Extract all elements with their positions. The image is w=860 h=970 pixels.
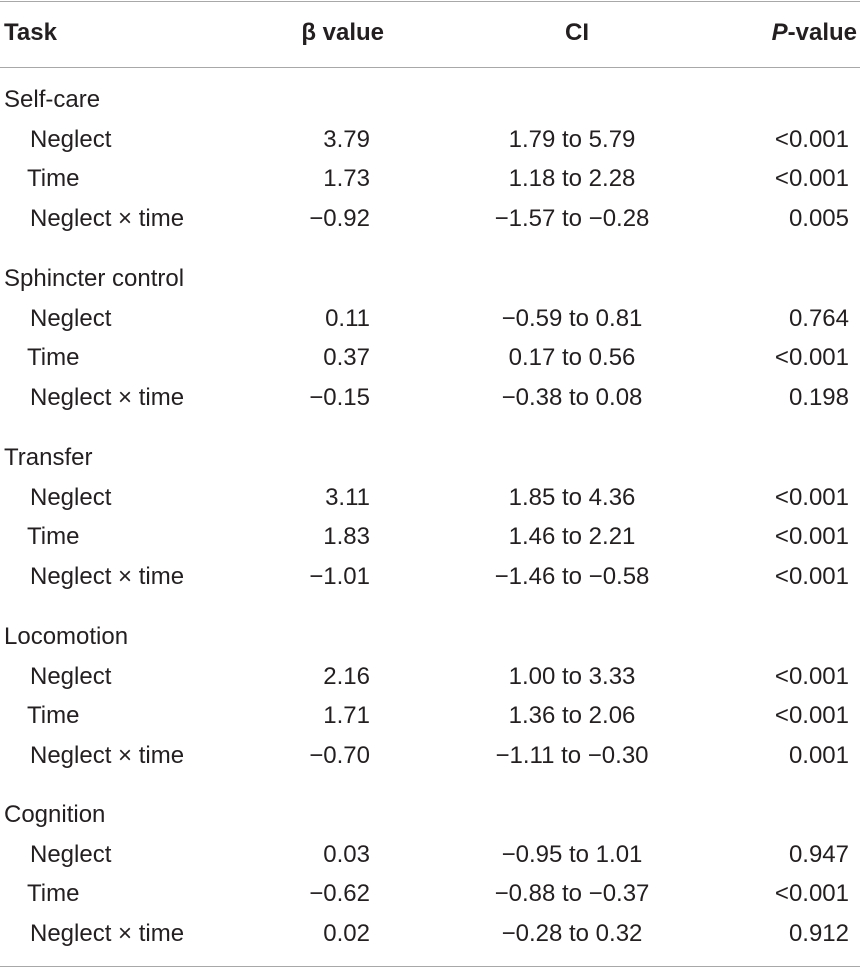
row-label: Neglect × time xyxy=(30,563,185,591)
p-value: <0.001 xyxy=(774,523,849,551)
row-label: Neglect xyxy=(30,304,112,332)
beta-value: 1.83 xyxy=(323,523,370,551)
table-row xyxy=(0,381,860,415)
ci-value: −0.88 to −0.37 xyxy=(494,880,650,908)
p-italic: P xyxy=(771,19,788,46)
p-value: 0.947 xyxy=(788,840,849,868)
p-value: <0.001 xyxy=(774,880,849,908)
group-label: Transfer xyxy=(4,444,93,471)
ci-value: −1.11 to −0.30 xyxy=(495,742,649,770)
beta-value: −0.15 xyxy=(309,384,370,412)
row-label: Neglect xyxy=(30,662,112,690)
ci-value: −0.38 to 0.08 xyxy=(501,384,643,412)
p-suffix: -value xyxy=(787,19,857,46)
p-value: <0.001 xyxy=(774,344,849,372)
row-label: Time xyxy=(27,344,80,372)
p-value: 0.001 xyxy=(788,742,849,770)
row-label: Neglect xyxy=(30,483,112,511)
p-value: 0.764 xyxy=(788,304,849,332)
row-label: Neglect × time xyxy=(30,920,185,948)
beta-value: 0.11 xyxy=(325,304,370,332)
ci-value: −0.59 to 0.81 xyxy=(501,304,643,332)
beta-value: −0.70 xyxy=(309,742,370,770)
table-row xyxy=(0,838,860,872)
p-value: <0.001 xyxy=(774,662,849,690)
table-row xyxy=(0,560,860,594)
group-label: Sphincter control xyxy=(4,265,185,292)
table-row xyxy=(0,917,860,951)
ci-value: −1.57 to −0.28 xyxy=(494,205,650,233)
group-row xyxy=(0,83,860,117)
table-row xyxy=(0,341,860,375)
p-value: 0.912 xyxy=(788,920,849,948)
p-value: <0.001 xyxy=(774,563,849,591)
ci-value: 1.36 to 2.06 xyxy=(508,702,636,730)
group-row xyxy=(0,798,860,832)
p-value: 0.198 xyxy=(788,384,849,412)
beta-value: 3.11 xyxy=(325,483,370,511)
column-header-beta: β value xyxy=(301,19,384,46)
group-label: Self-care xyxy=(4,86,101,113)
row-label: Neglect xyxy=(30,840,112,868)
ci-value: −0.95 to 1.01 xyxy=(501,840,643,868)
p-value: <0.001 xyxy=(774,483,849,511)
ci-value: 1.79 to 5.79 xyxy=(508,125,636,153)
table-row xyxy=(0,162,860,196)
row-label: Time xyxy=(27,702,80,730)
table-row xyxy=(0,739,860,773)
beta-value: −0.92 xyxy=(309,205,370,233)
ci-value: 0.17 to 0.56 xyxy=(508,344,636,372)
beta-value: 2.16 xyxy=(323,662,370,690)
group-label: Locomotion xyxy=(4,623,129,650)
beta-value: 0.03 xyxy=(323,840,370,868)
ci-value: −0.28 to 0.32 xyxy=(501,920,643,948)
group-row xyxy=(0,620,860,654)
beta-value: 3.79 xyxy=(323,125,370,153)
column-header-ci: CI xyxy=(565,19,589,46)
p-value: 0.005 xyxy=(788,205,849,233)
row-label: Time xyxy=(27,880,80,908)
table-row xyxy=(0,302,860,336)
beta-value: 1.73 xyxy=(323,165,370,193)
column-header-task: Task xyxy=(4,19,57,46)
table-row xyxy=(0,481,860,515)
table-row xyxy=(0,660,860,694)
ci-value: 1.85 to 4.36 xyxy=(508,483,636,511)
table-row xyxy=(0,877,860,911)
table-row xyxy=(0,520,860,554)
table-row xyxy=(0,123,860,157)
group-row xyxy=(0,262,860,296)
row-label: Time xyxy=(27,523,80,551)
table-bottom-rule xyxy=(0,966,860,967)
p-value: <0.001 xyxy=(774,702,849,730)
group-label: Cognition xyxy=(4,801,106,828)
beta-value: 1.71 xyxy=(323,702,370,730)
row-label: Neglect × time xyxy=(30,205,185,233)
p-value: <0.001 xyxy=(774,165,849,193)
beta-value: −0.62 xyxy=(309,880,370,908)
ci-value: 1.00 to 3.33 xyxy=(508,662,636,690)
row-label: Neglect × time xyxy=(30,384,185,412)
ci-value: 1.46 to 2.21 xyxy=(508,523,636,551)
beta-value: 0.37 xyxy=(323,344,370,372)
group-row xyxy=(0,441,860,475)
row-label: Neglect xyxy=(30,125,112,153)
ci-value: 1.18 to 2.28 xyxy=(508,165,636,193)
ci-value: −1.46 to −0.58 xyxy=(494,563,650,591)
table-row xyxy=(0,202,860,236)
beta-value: −1.01 xyxy=(309,563,370,591)
row-label: Neglect × time xyxy=(30,742,185,770)
beta-value: 0.02 xyxy=(323,920,370,948)
table-row xyxy=(0,699,860,733)
row-label: Time xyxy=(27,165,80,193)
p-value: <0.001 xyxy=(774,125,849,153)
